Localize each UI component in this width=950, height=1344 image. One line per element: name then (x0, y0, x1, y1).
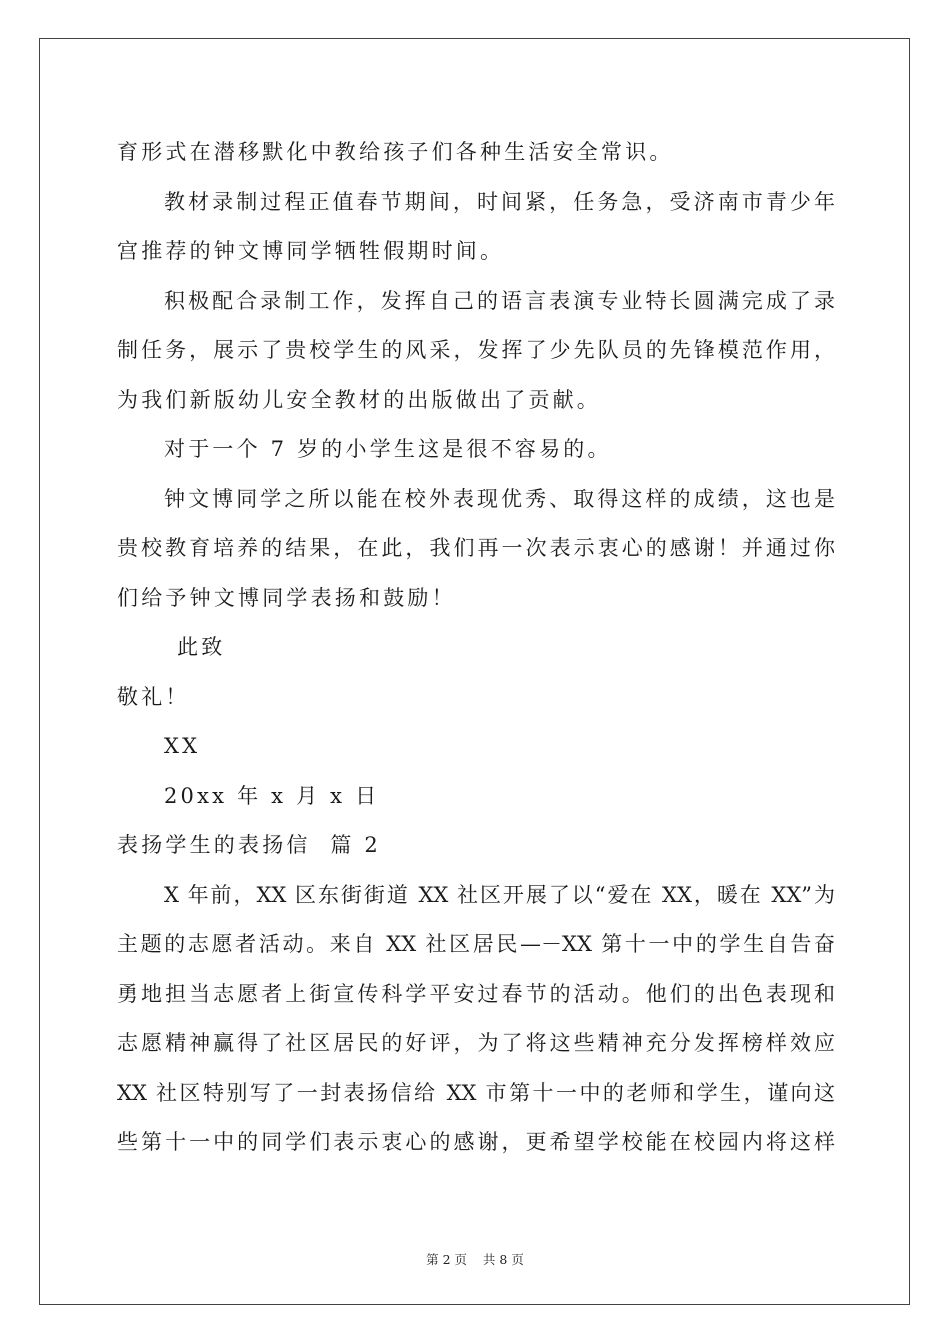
body-line: 些第十一中的同学们表示衷心的感谢，更希望学校能在校园内将这样 (117, 1130, 835, 1154)
body-line: 勇地担当志愿者上街宣传科学平安过春节的活动。他们的出色表现和 (117, 981, 835, 1006)
document-body (117, 128, 835, 1168)
body-line: 制任务，展示了贵校学生的风采，发挥了少先队员的先锋模范作用， (117, 338, 835, 362)
signature-name: XX (164, 734, 201, 758)
section-heading: 表扬学生的表扬信 篇 2 (117, 833, 381, 857)
salutation-line: 此致 (177, 635, 226, 659)
body-line: 育形式在潜移默化中教给孩子们各种生活安全常识。 (117, 140, 674, 164)
body-line: 主题的志愿者活动。来自 XX 社区居民—－XX 第十一中的学生自告奋 (117, 932, 835, 956)
body-line: 为我们新版幼儿安全教材的出版做出了贡献。 (117, 387, 601, 412)
body-line: 钟文博同学之所以能在校外表现优秀、取得这样的成绩，这也是 (164, 486, 835, 511)
body-line: 教材录制过程正值春节期间，时间紧，任务急，受济南市青少年 (164, 189, 835, 214)
salutation-line: 敬礼！ (117, 684, 190, 709)
body-line: 宫推荐的钟文博同学牺牲假期时间。 (117, 239, 505, 263)
body-line: X 年前，XX 区东街街道 XX 社区开展了以“爱在 XX，暖在 XX”为 (164, 882, 835, 907)
body-line: 贵校教育培养的结果，在此，我们再一次表示衷心的感谢！并通过你 (117, 536, 835, 560)
signature-date: 20xx 年 x 月 x 日 (164, 783, 380, 808)
body-line: XX 社区特别写了一封表扬信给 XX 市第十一中的老师和学生，谨向这 (117, 1080, 835, 1105)
body-line: 们给予钟文博同学表扬和鼓励！ (117, 585, 456, 610)
page-number-footer: 第 2 页 共 8 页 (426, 1252, 524, 1267)
body-line: 志愿精神赢得了社区居民的好评，为了将这些精神充分发挥榜样效应 (117, 1031, 835, 1055)
body-line: 对于一个 7 岁的小学生这是很不容易的。 (164, 437, 612, 461)
body-line: 积极配合录制工作，发挥自己的语言表演专业特长圆满完成了录 (164, 288, 835, 313)
